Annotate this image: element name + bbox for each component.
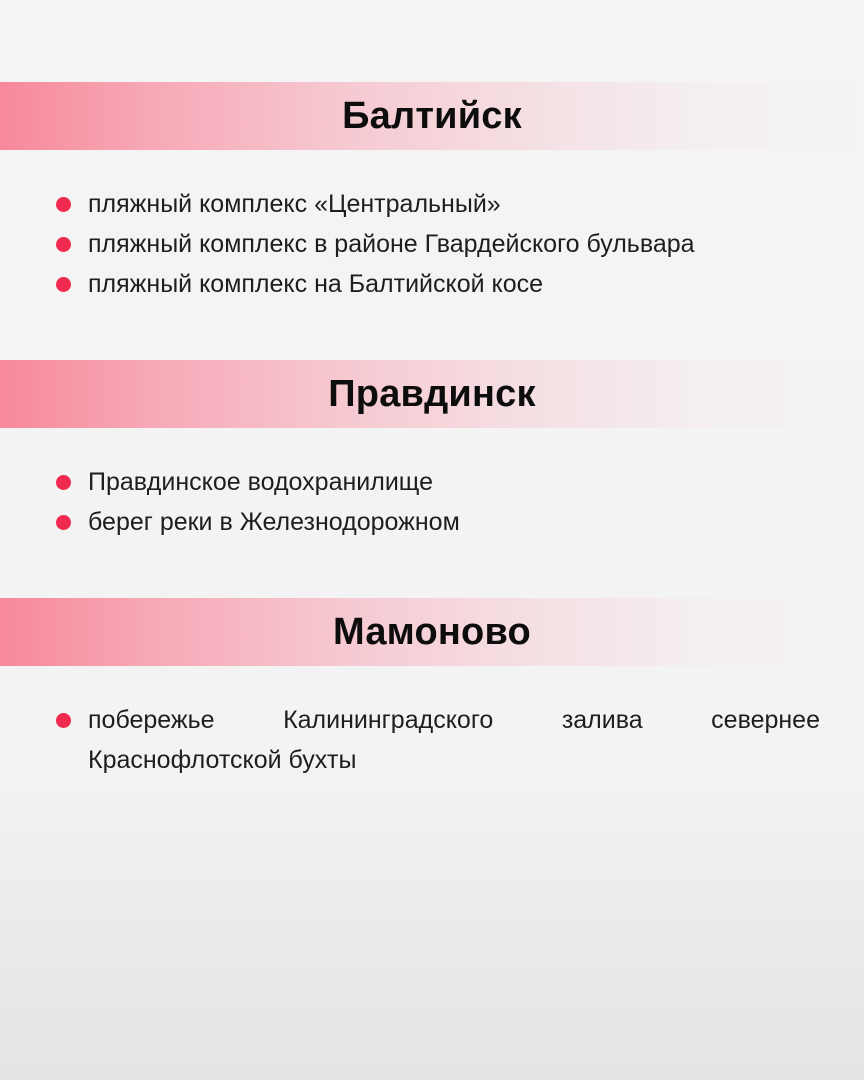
bullet-list bbox=[0, 700, 864, 780]
list-item-text: побережье Калининградского залива севернее Краснофлотской бухты bbox=[88, 706, 820, 774]
red-dot-icon bbox=[56, 475, 71, 490]
list-item bbox=[0, 502, 864, 542]
red-dot-icon bbox=[56, 197, 71, 212]
list-item-text: Правдинское водохранилище bbox=[88, 468, 433, 496]
list-item bbox=[0, 184, 864, 224]
list-item-text: берег реки в Железнодорожном bbox=[88, 508, 460, 536]
list-item-text: пляжный комплекс «Центральный» bbox=[88, 190, 501, 218]
section-header-band bbox=[0, 360, 864, 428]
red-dot-icon bbox=[56, 515, 71, 530]
bullet-list bbox=[0, 184, 864, 304]
section-baltiysk bbox=[0, 82, 864, 298]
list-item bbox=[0, 462, 864, 502]
red-dot-icon bbox=[56, 713, 71, 728]
section-pravdinsk bbox=[0, 360, 864, 536]
list-item bbox=[0, 264, 864, 304]
list-item-text: пляжный комплекс в районе Гвардейского бульвара bbox=[88, 230, 695, 258]
bullet-list bbox=[0, 462, 864, 542]
list-item bbox=[0, 700, 864, 780]
section-header-band bbox=[0, 82, 864, 150]
list-item-text: пляжный комплекс на Балтийской косе bbox=[88, 270, 544, 298]
section-mamonovo bbox=[0, 598, 864, 774]
section-title: Балтийск bbox=[342, 94, 522, 137]
red-dot-icon bbox=[56, 277, 71, 292]
section-header-band bbox=[0, 598, 864, 666]
section-title: Правдинск bbox=[328, 372, 536, 415]
section-title: Мамоново bbox=[333, 610, 531, 653]
list-item bbox=[0, 224, 864, 264]
red-dot-icon bbox=[56, 237, 71, 252]
